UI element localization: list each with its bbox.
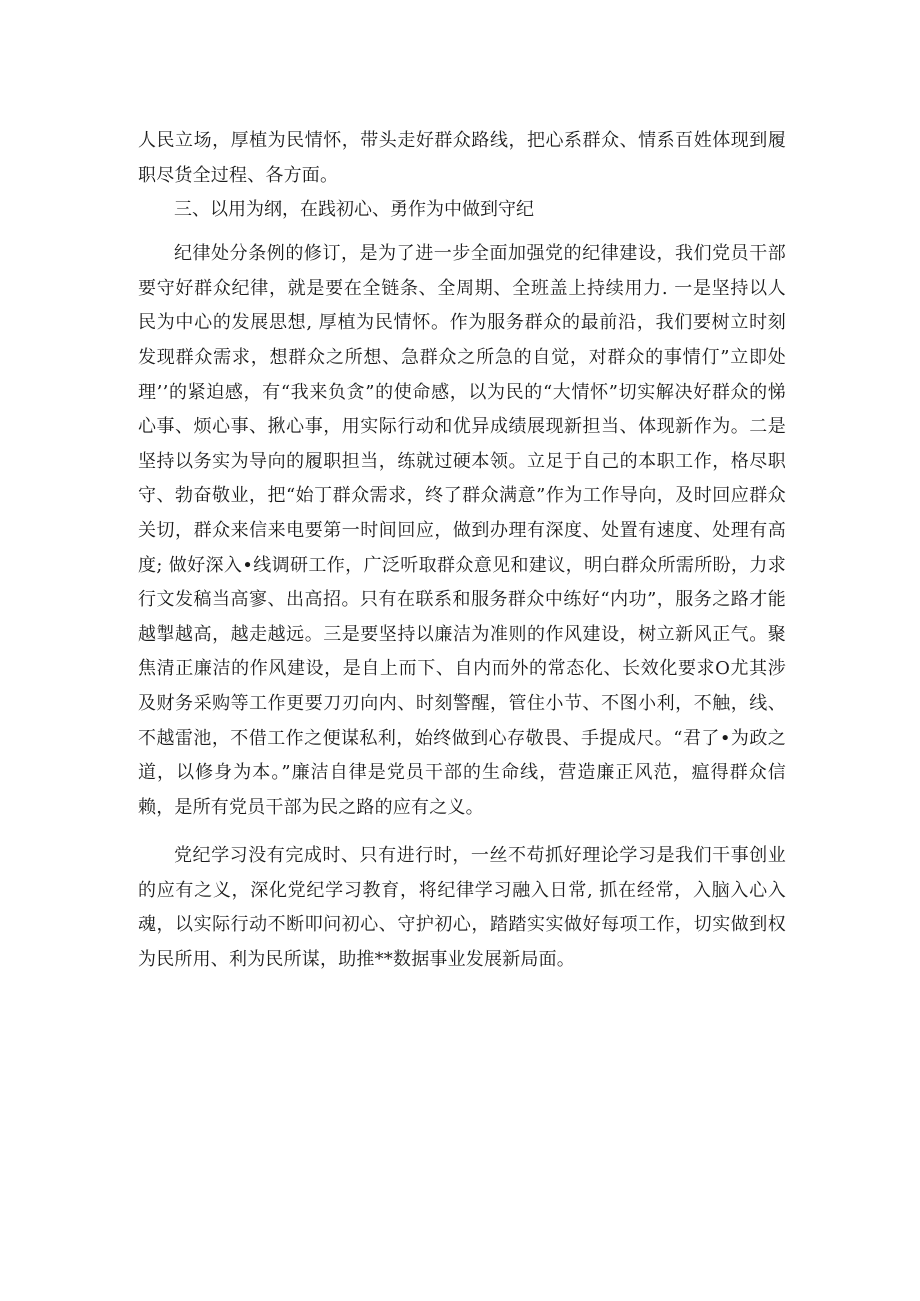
- section-heading: 三、以用为纲，在践初心、勇作为中做到守纪: [174, 199, 534, 221]
- paragraph-closing: 党纪学习没有完成时、只有进行时，一丝不苟抓好理论学习是我们干事创业的应有之义，深化党纪学习教育，将纪律学习融入日常, 抓在经常，入脑入心入魂，以实际行动不断叩问初心、守护初心，踏踏实实做好每项工作，切实做到权为民所用、利为民所谋，助推**数据事业发展新局面。: [138, 845, 786, 971]
- paragraph-continuation: 人民立场，厚植为民情怀，带头走好群众路线，把心系群众、情系百姓体现到履职尽货全过程、各方面。: [138, 130, 786, 186]
- document-body: [138, 124, 786, 978]
- paragraph-main: 纪律处分条例的修订，是为了进一步全面加强党的纪律建设，我们党员干部要守好群众纪律，就是要在全链条、全周期、全班盖上持续用力. 一是坚持以人民为中心的发展思想, 厚植为民情怀。作为服务群众的最前沿，我们要树立时刻发现群众需求，想群众之所想、急群众之所急的自觉，对群众的事情仃”立即处理’’的紧迫感，有“我来负贪”的使命感，以为民的“大情怀”切实解决好群众的悌心事、烦心事、揪心事，用实际行动和优异成绩展现新担当、体现新作为。二是坚持以务实为导向的履职担当，练就过硬本领。立足于自己的本职工作，格尽职守、勃奋敬业，把“始丁群众需求，终了群众满意”作为工作导向，及时回应群众关切，群众来信来电要第一时间回应，做到办理有深度、处置有速度、处理有高度; 做好深入•线调研工作，广泛听取群众意见和建议，明白群众所需所盼，力求行文发稿当高寥、出高招。只有在联系和服务群众中练好“内功”，服务之路才能越掣越高，越走越远。三是要坚持以廉洁为准则的作风建设，树立新风正气。聚焦清正廉洁的作风建设，是自上而下、自内而外的常态化、长效化要求O尤其涉及财务采购等工作更要刀刃向内、时刻警醒，管住小节、不图小利，不触，线、不越雷池，不借工作之便谋私利，始终做到心存敬畏、手提成尺。“君了•为政之道，以修身为本。”廉洁自律是党员干部的生命线，营造廉正风范，瘟得群众信赖，是所有党员干部为民之路的应有之义。: [138, 243, 786, 818]
